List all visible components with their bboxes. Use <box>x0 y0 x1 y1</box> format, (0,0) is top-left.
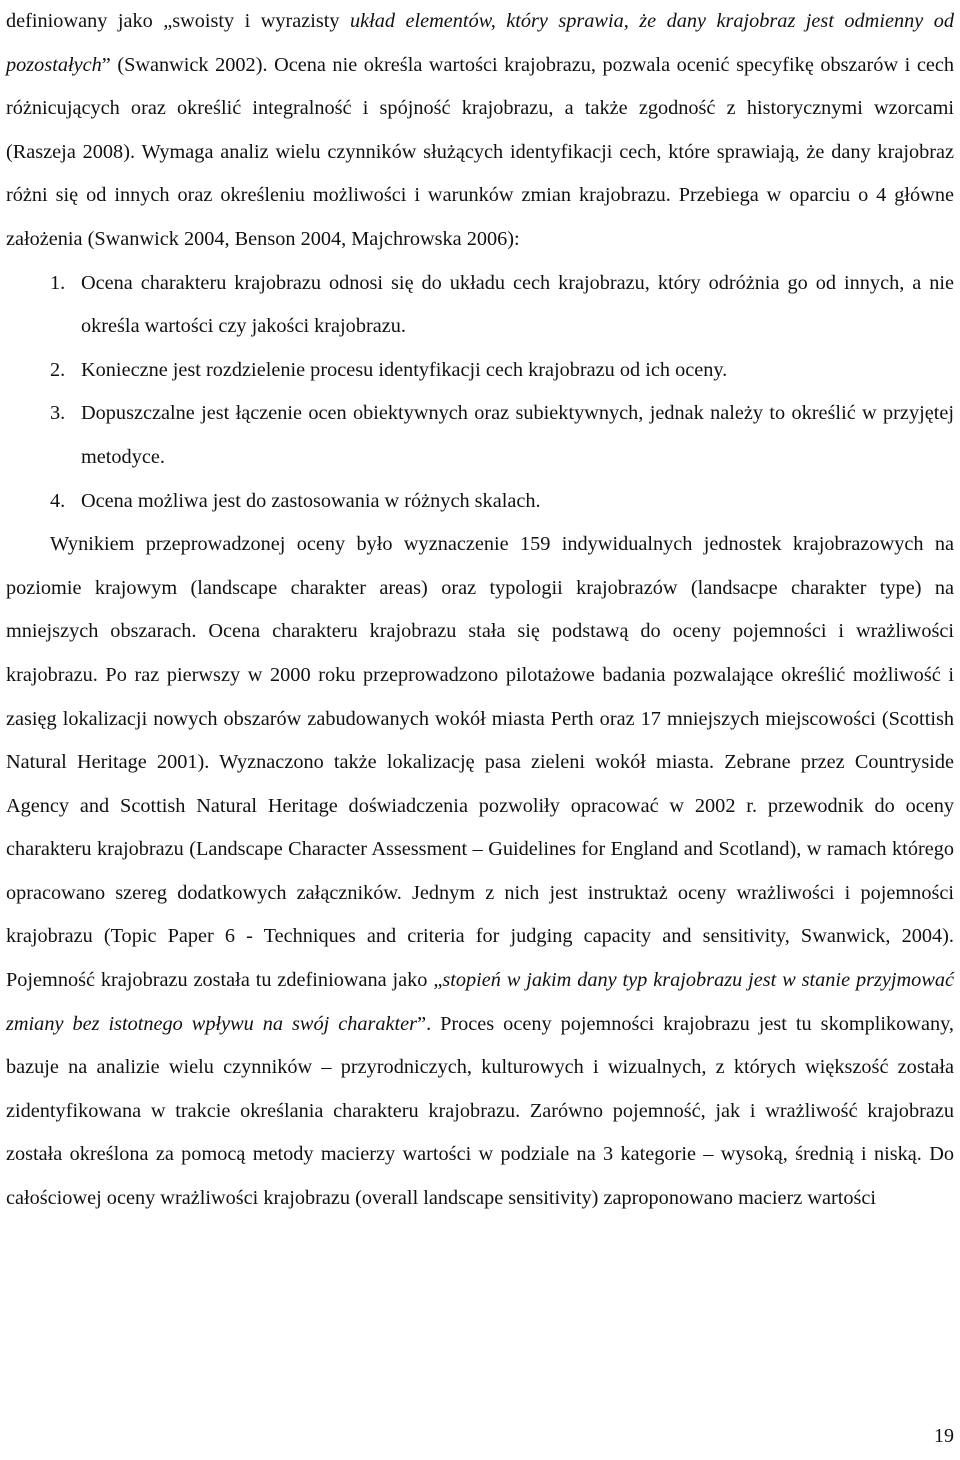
list-item <box>6 349 954 393</box>
paragraph-results-text-1: Wynikiem przeprowadzonej oceny było wyznaczenie 159 indywidualnych jednostek krajobrazowych na poziomie krajowym (landscape charakter areas) oraz typologii krajobrazów (landsacpe charakter type) na mniejszych obszarach. Ocena charakteru krajobrazu stała się podstawą do oceny pojemności i wrażliwości krajobrazu. Po raz pierwszy w 2000 roku przeprowadzono pilotażowe badania pozwalające określić możliwość i zasięg lokalizacji nowych obszarów zabudowanych wokół miasta Perth oraz 17 mniejszych miejscowości (Scottish Natural Heritage 2001). Wyznaczono także lokalizację pasa zieleni wokół miasta. Zebrane przez Countryside Agency and Scottish Natural Heritage doświadczenia pozwoliły opracować w 2002 r. przewodnik do oceny charakteru krajobrazu (Landscape Character Assessment – Guidelines for England and Scotland), w ramach którego opracowano szereg dodatkowych załączników. Jednym z nich jest instruktaż oceny wrażliwości i pojemności krajobrazu (Topic Paper 6 - Techniques and criteria for judging capacity and sensitivity, Swanwick, 2004). Pojemność krajobrazu została tu zdefiniowana jako „ <box>6 533 954 992</box>
list-item <box>6 480 954 524</box>
paragraph-intro-text-1: definiowany jako „swoisty i wyrazisty <box>6 10 350 32</box>
list-item-text: Konieczne jest rozdzielenie procesu identyfikacji cech krajobrazu od ich oceny. <box>81 358 728 381</box>
list-item-text: Ocena możliwa jest do zastosowania w różnych skalach. <box>81 489 541 512</box>
list-item-text: Dopuszczalne jest łączenie ocen obiektywnych oraz subiektywnych, jednak należy to określić w przyjętej metodyce. <box>81 402 954 468</box>
list-item-text: Ocena charakteru krajobrazu odnosi się do układu cech krajobrazu, który odróżnia go od innych, a nie określa wartości czy jakości krajobrazu. <box>81 271 954 338</box>
assumptions-list <box>6 262 954 524</box>
list-item-number: 3. <box>50 402 66 425</box>
paragraph-results-text-2: ”. Proces oceny pojemności krajobrazu jest tu skomplikowany, bazuje na analizie wielu czynników – przyrodniczych, kulturowych i wizualnych, z których większość została zidentyfikowana w trakcie określania charakteru krajobrazu. Zarówno pojemność, jak i wrażliwość krajobrazu została określona za pomocą metody macierzy wartości w podziale na 3 kategorie – wysoką, średnią i niską. Do całościowej oceny wrażliwości krajobrazu (overall landscape sensitivity) zaproponowano macierz wartości <box>6 1012 954 1210</box>
paragraph-results <box>6 523 954 1221</box>
list-item-number: 1. <box>50 271 66 294</box>
paragraph-intro-text-2: ” (Swanwick 2002). Ocena nie określa wartości krajobrazu, pozwala ocenić specyfikę obszarów i cech różnicujących oraz określić integralność i spójność krajobrazu, a także zgodność z historycznymi wzorcami (Raszeja 2008). Wymaga analiz wielu czynników służących identyfikacji cech, które sprawiają, że dany krajobraz różni się od innych oraz określeniu możliwości i warunków zmian krajobrazu. Przebiega w oparciu o 4 główne założenia (Swanwick 2004, Benson 2004, Majchrowska 2006): <box>6 53 954 250</box>
list-item-number: 4. <box>50 489 66 512</box>
document-page <box>6 0 954 1221</box>
list-item <box>6 262 954 349</box>
paragraph-results-quote: stopień w jakim dany typ krajobrazu jest w stanie przyjmować zmiany bez istotnego wpływu na swój charakter <box>6 969 954 1035</box>
paragraph-intro-quote: układ elementów, który sprawia, że dany krajobraz jest odmienny od pozostałych <box>6 10 954 76</box>
page-number: 19 <box>934 1425 954 1447</box>
paragraph-intro <box>6 0 954 262</box>
list-item-number: 2. <box>50 358 66 381</box>
list-item <box>6 392 954 479</box>
